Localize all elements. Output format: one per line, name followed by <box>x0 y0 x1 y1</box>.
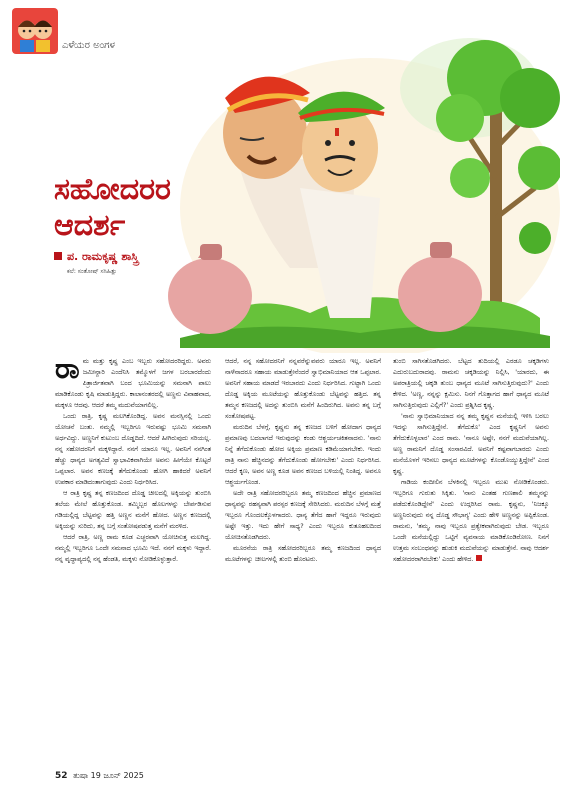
text-column-1 <box>55 352 211 565</box>
title-line-2: ಆದರ್ಶ <box>54 208 126 243</box>
paragraph: ಮರುದಿನ ಬೆಳಗ್ಗೆ, ಕೃಷ್ಣನು ತನ್ನ ಕಣಜದ ಬಳಿಗೆ ಹೋದಾಗ ಧಾನ್ಯದ ಪ್ರಮಾಣವು ಬದಲಾಗದೆ ಇರುವುದನ್ನು ಕಂಡು ಆಶ್ಚರ್ಯಚಕಿತನಾದನು. 'ನಾನು ನಿನ್ನೆ ತೆಗೆದುಕೊಂಡು ಹೋದ ಅಕ್ಕಿಯ ಪ್ರಮಾಣ ಕಡಿಮೆಯಾಗಬೇಕು. ಇಂದು ರಾತ್ರಿ ನಾನು ಹೆಚ್ಚಿನದನ್ನು ತೆಗೆದುಕೊಂಡು ಹೋಗಬೇಕು' ಎಂದು ನಿರ್ಧರಿಸಿದ. ಆದರೆ ಕೃಣ, ಅವನ ಅಣ್ಣ ಕೂಡ ಅವನ ಕಣಜದ ಬಳಿಯಲ್ಲಿ ನಿಂತಿದ್ದ. ಅವನೂ ಆಶ್ಚರ್ಯಗೊಂಡ. <box>225 423 381 486</box>
paragraph: ಆದರೆ ರಾತ್ರಿ, ಅಣ್ಣ ರಾಮ ಕೂಡ ಎಚ್ಚರವಾಗಿ ಯೋಚಿಸುತ್ತ ಮಲಗಿದ್ದ. ನಮ್ಮಲ್ಲಿ ಇಬ್ಬರಿಗೂ ಒಂದೇ ಸಮನಾದ ಭೂಮಿ ಇದೆ. ನನಗೆ ಮಕ್ಕಳು ಇದ್ದಾರೆ. ನನ್ನ ವೃದ್ಧಾಪ್ಯದಲ್ಲಿ ನನ್ನ ಹೆಂಡತಿ, ಮಕ್ಕಳು ನೋಡಿಕೊಳ್ಳುತ್ತಾರೆ. <box>55 533 211 563</box>
author-name: ಪ. ರಾಮಕೃಷ್ಣ ಶಾಸ್ತ್ರಿ <box>67 250 139 263</box>
page-number: 52 <box>55 771 68 781</box>
title-line-1: ಸಹೋದರರ <box>54 172 171 207</box>
text-column-2 <box>225 356 381 565</box>
paragraph-text: ಮ ಮತ್ತು ಕೃಷ್ಣ ಎಂಬ ಇಬ್ಬರು ಸಹೋದರರಿದ್ದರು. ಅವರು ಜಮೀನ್ದಾರಿ ಎಂದೆನಿಸಿ ತಮ್ಮೊಳಗೆ ಜಗಳ ಬರಬಾರದೆಂದು ಪಿತ್ರಾರ್ಜಿತವಾಗಿ ಬಂದ ಭೂಮಿಯನ್ನು ಸಮನಾಗಿ ಪಾಲು ಮಾಡಿಕೊಂಡು ಕೃಷಿ ಮಾಡುತ್ತಿದ್ದರು. ಕಾಲಾನಂತರದಲ್ಲಿ ಅಣ್ಣನು ವಿವಾಹವಾದ, ಮಕ್ಕಳೂ ಆದವು. ಆದರೆ ತಮ್ಮ ಮದುವೆಯಾಗಲಿಲ್ಲ. <box>55 357 211 409</box>
drop-cap: ರಾ <box>55 352 80 385</box>
page-footer <box>55 771 144 781</box>
paragraph: 'ನಾನು ಸ್ವಾಭಿಮಾನಿಯಾದ ನನ್ನ ತಮ್ಮ ಕೃಷ್ಣನ ಮನೆಯಲ್ಲಿ ಇಳಿಸಿ ಬರಲು ಇದನ್ನು ಸಾಗಿಸುತ್ತಿದ್ದೇನೆ. ತೆಗೆದುಕೊ' ಎಂದ ಕೃಷ್ಣನಿಗೆ ಅವನು ತೆಗೆದುಕೊಳ್ಳಲಾರ' ಎಂದ ರಾಮ. 'ನಾನೂ ಅಷ್ಟೇ, ನನಗೆ ಮದುವೆಯಾಗಿಲ್ಲ. ಅಣ್ಣ ರಾಮನಿಗೆ ದೊಡ್ಡ ಸಂಸಾರವಿದೆ. ಅವನಿಗೆ ಕಷ್ಟವಾಗಬಾರದು ಎಂದು ಮನೆಯೊಳಗೆ ಇರಿಸಲು ಧಾನ್ಯದ ಮೂಟೆಗಳನ್ನು ಕೊಂಡೊಯ್ಯುತ್ತಿದ್ದೇನೆ' ಎಂದ ಕೃಷ್ಣ. <box>393 412 549 475</box>
end-mark-icon <box>476 555 482 561</box>
paragraph: ಮೂರನೆಯ ರಾತ್ರಿ ಸಹೋದರರಿಬ್ಬರೂ ತಮ್ಮ ಕಣಜದಿಂದ ಧಾನ್ಯದ ಮೂಟೆಗಳನ್ನು ಚೀಲಗಳಲ್ಲಿ ತುಂಬಿ ಹೊರಟರು. <box>225 544 381 563</box>
paragraph: ಅದೇ ರಾತ್ರಿ ಸಹೋದರರಿಬ್ಬರೂ ತಮ್ಮ ಕಣಜದಿಂದ ಹೆಚ್ಚಿನ ಪ್ರಮಾಣದ ಧಾನ್ಯವನ್ನು ರಹಸ್ಯವಾಗಿ ಪರಸ್ಪರ ಕಣಜಕ್ಕೆ ಸೇರಿಸಿದರು. ಮರುದಿನ ಬೆಳಗ್ಗೆ ಮತ್ತೆ ಇಬ್ಬರೂ ಗೊಂದಲಕ್ಕೊಳಗಾದರು. ಧಾನ್ಯ ತೆಗೆದ ಹಾಗೆ ಇದ್ದರೂ ಇರುವುದು ಅಷ್ಟೇ ಇತ್ತು. ಇದು ಹೇಗೆ ಸಾಧ್ಯ? ಎಂದು ಇಬ್ಬರೂ ಕುತೂಹಲದಿಂದ ಯೋಚಿಸತೊಡಗಿದರು. <box>225 489 381 541</box>
paragraph: ಆದರೆ, ನನ್ನ ಸಹೋದರನಿಗೆ ನನ್ನವರೆನ್ನುವವರು ಯಾರೂ ಇಲ್ಲ. ಅವನಿಗೆ ನಾಳೆನಾದರೂ ಸಹಾಯ ಮಾಡುತ್ತೇನೆಂದರೆ ಸ್ವಾಭಿಮಾನಿಯಾದ ಆತ ಒಪ್ಪಲಾರ. ಅವನಿಗೆ ಸಹಾಯ ಮಾಡದೆ ಇರಬಾರದು ಎಂದು ನಿರ್ಧರಿಸಿದ. ಗುಟ್ಟಾಗಿ ಒಂದು ದೊಡ್ಡ ಅಕ್ಕಿಯ ಮೂಟೆಯನ್ನು ಹೊತ್ತುಕೊಂಡು ಬೆಟ್ಟವನ್ನು ಹತ್ತಿದ. ತನ್ನ ತಮ್ಮನ ಕಣಜದಲ್ಲಿ ಅದನ್ನು ತುಂಬಿಸಿ ಮನೆಗೆ ಹಿಂದಿರುಗಿದ. ಅವನು ತನ್ನ ಬಗ್ಗೆ ಸಂತೋಷಪಟ್ಟ. <box>225 357 381 420</box>
author-marker-icon <box>54 252 62 260</box>
issue-date: ತುಷಾ 19 ಜೂನ್ 2025 <box>73 771 144 780</box>
article-title <box>54 172 171 244</box>
kids-logo-icon <box>12 8 58 54</box>
paragraph: ಆ ರಾತ್ರಿ ಕೃಷ್ಣ ತನ್ನ ಕಣಜದಿಂದ ದೊಡ್ಡ ಚೀಲದಲ್ಲಿ ಅಕ್ಕಿಯನ್ನು ತುಂಬಿಸಿ ತಲೆಯ ಮೇಲೆ ಹೊತ್ತುಕೊಂಡ. ತಮ್ಮಿಬ್ಬರ ಹೊಲಗಳನ್ನು ಬೇರ್ಪಡಿಸುವ ಗಡಿಯಲ್ಲಿದ್ದ ಬೆಟ್ಟವನ್ನು ಹತ್ತಿ ಅಣ್ಣನ ಮನೆಗೆ ಹೋದ. ಅಣ್ಣನ ಕಣಜದಲ್ಲಿ ಅಕ್ಕಿಯನ್ನು ಸುರಿದು, ತನ್ನ ಬಗ್ಗೆ ಸಂತೋಷಪಡುತ್ತ ಮನೆಗೆ ಮರಳಿದ. <box>55 489 211 530</box>
section-title: ಎಳೆಯರ ಅಂಗಳ <box>62 40 115 51</box>
paragraph <box>55 352 211 411</box>
paragraph: ಒಂದು ರಾತ್ರಿ, ಕೃಷ್ಣ ಮಲಗಿಕೊಂಡಿದ್ದ. ಅವನ ಮನಸ್ಸಿನಲ್ಲಿ ಒಂದು ಯೋಚನೆ ಬಂತು. ನಮ್ಮಲ್ಲಿ ಇಬ್ಬರಿಗೂ ಇರುವಷ್ಟು ಭೂಮಿ ಸಮನಾಗಿ ಅರ್ಧವಿದ್ದು. ಅಣ್ಣನಿಗೆ ಕುಟುಂಬ ದೊಡ್ಡದಿದೆ. ಆದರೆ ಹೀಗಿರುವುದು ಸರಿಯಲ್ಲ. ನನ್ನ ಸಹೋದರನಿಗೆ ಮಕ್ಕಳಿದ್ದಾರೆ. ನನಗೆ ಯಾರೂ ಇಲ್ಲ. ಅವನಿಗೆ ನನಗಿಂತ ಹೆಚ್ಚು ಧಾನ್ಯದ ಅಗತ್ಯವಿದೆ ಸ್ವಾಭಾವಿಕವಾಗಿಯೇ ಅವನು ಹೀಗೆಯೇ ಕೊಟ್ಟರೆ ಒಪ್ಪಲಾರ. ಅವನ ಕಣಜಕ್ಕೆ ತೆಗೆದುಕೊಂಡು ಹೋಗಿ ಹಾಕಿದರೆ ಅವನಿಗೆ ಉಪಕಾರ ಮಾಡಿದಂತಾಗುವುದು ಎಂದು ನಿರ್ಧರಿಸಿದ. <box>55 412 211 486</box>
paragraph-text: ಗಾಡಿಯ ಕಂದೀಲಿನ ಬೆಳಕಿನಲ್ಲಿ ಇಬ್ಬರೂ ಮುಖ ನೋಡಿಕೊಂಡರು. ಇಬ್ಬರಿಗೂ ಗುರುತು ಸಿಕ್ಕಿತು. 'ನಾನು ಎಂತಹ ಗುಣಶಾಲಿ ತಮ್ಮನನ್ನು ಪಡೆದುಕೊಂಡಿದ್ದೇನೆ' ಎಂದು ಉದ್ಗರಿಸಿದ ರಾಮ. ಕೃಷ್ಣನು, 'ನಿಜಕ್ಕೂ ಅಣ್ಣನಿರುವುದು ನನ್ನ ದೊಡ್ಡ ಸೌಭಾಗ್ಯ' ಎಂದು ಹೇಳಿ ಅಣ್ಣನನ್ನು ಅಪ್ಪಿಕೊಂಡ. ರಾಮನು, 'ತಮ್ಮ, ನಾವು ಇಬ್ಬರೂ ಪ್ರತ್ಯೇಕವಾಗಿರುವುದು ಬೇಡ. ಇಬ್ಬರೂ ಒಂದೇ ಮನೆಯಲ್ಲಿದ್ದು ಒಟ್ಟಿಗೆ ವ್ಯವಸಾಯ ಮಾಡಿಕೊಂಡಿರೋಣ. ನಿನಗೆ ಉತ್ತಮ ಸಂಬಂಧವನ್ನು ಹುಡುಕಿ ಮದುವೆಯನ್ನು ಮಾಡುತ್ತೇನೆ. ನಾವು ಆದರ್ಶ ಸಹೋದರರಾಗಿರಬೇಕು' ಎಂದು ಹೇಳಿದ. <box>393 478 549 563</box>
author-line <box>54 250 138 264</box>
illustration-credit: ಕಲೆ: ಸಂತೋಷ್ ಸಸಿಹಿತ್ಲು <box>67 268 117 275</box>
brothers-illustration <box>140 18 560 353</box>
paragraph <box>393 477 549 565</box>
paragraph: ತುಂಬಿ ಸಾಗಿಸತೊಡಗಿದರು. ಬೆಟ್ಟದ ತುದಿಯಲ್ಲಿ ಎರಡೂ ಚಕ್ಕಡಿಗಳು ಎದುರುಬದುರಾದವು. ರಾಮನು ಚಕ್ಕಡಿಯನ್ನು ನಿಲ್ಲಿಸಿ, 'ಯಾರದು, ಈ ಅಪರಾತ್ರಿಯಲ್ಲಿ ಚಕ್ಕಡಿ ತುಂಬ ಧಾನ್ಯದ ಮೂಟೆ ಸಾಗಿಸುತ್ತಿರುವುದು?' ಎಂದು ಕೇಳಿದ. 'ಅಣ್ಣ, ನನ್ನನ್ನು ಕ್ಷಮಿಸು. ನಿನಗೆ ಗೊತ್ತಾಗದ ಹಾಗೆ ಧಾನ್ಯದ ಮೂಟೆ ಸಾಗಿಸುತ್ತಿರುವುದು ಎಲ್ಲಿಗೆ?' ಎಂದು ಪ್ರಶ್ನಿಸಿದ ಕೃಷ್ಣ. <box>393 357 549 409</box>
text-column-3 <box>393 356 549 565</box>
